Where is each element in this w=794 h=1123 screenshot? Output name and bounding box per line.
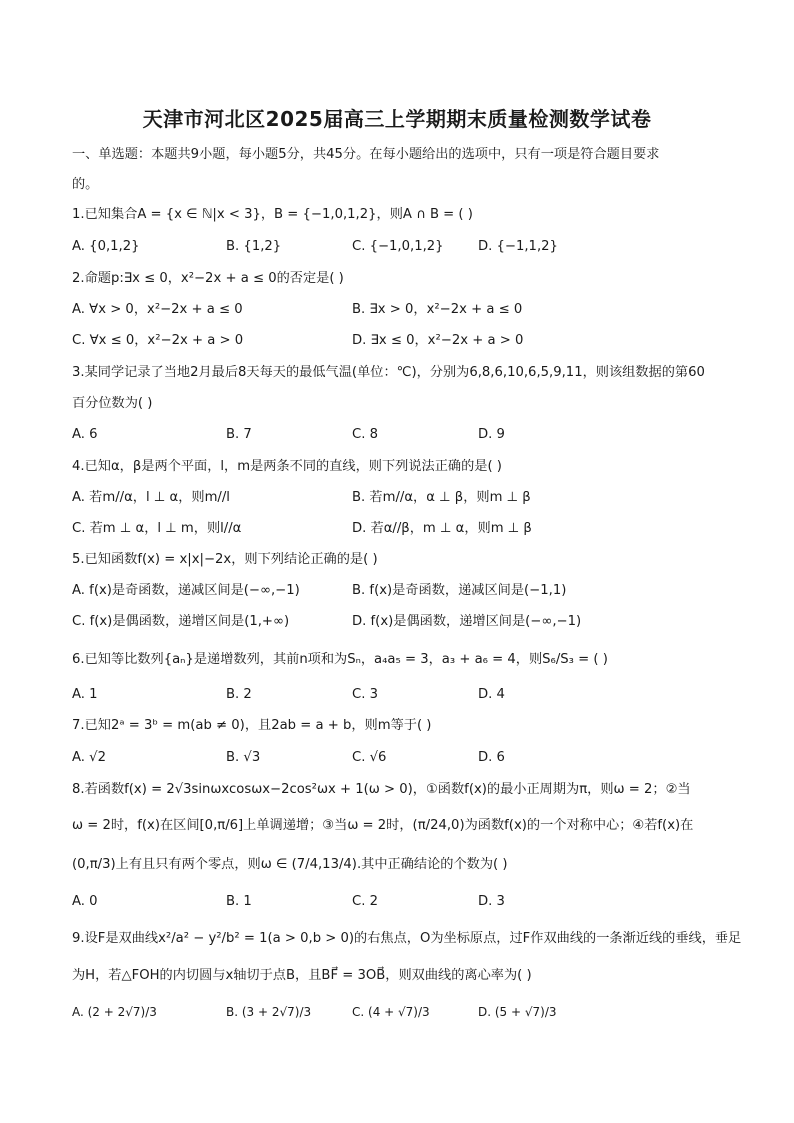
question-8-stem-line-3: (0,π/3)上有且只有两个零点，则ω ∈ (7/4,13/4).其中正确结论的个数为( ) [72, 857, 508, 872]
question-6-option-d: D. 4 [478, 687, 505, 702]
question-8-option-a: A. 0 [72, 894, 98, 909]
question-8-stem-line-1: 8.若函数f(x) = 2√3sinωxcosωx−2cos²ωx + 1(ω > 0)，①函数f(x)的最小正周期为π，则ω = 2；②当 [72, 782, 691, 797]
question-9-option-d: D. (5 + √7)/3 [478, 1005, 557, 1019]
question-5-stem: 5.已知函数f(x) = x|x|−2x，则下列结论正确的是( ) [72, 552, 378, 567]
question-8-option-d: D. 3 [478, 894, 505, 909]
question-3-option-b: B. 7 [226, 427, 252, 442]
question-1-option-d: D. {−1,1,2} [478, 239, 558, 254]
question-8-stem-line-2: ω = 2时，f(x)在区间[0,π/6]上单调递增；③当ω = 2时，(π/24,0)为函数f(x)的一个对称中心；④若f(x)在 [72, 818, 694, 833]
question-4-option-a: A. 若m//α，l ⊥ α，则m//l [72, 490, 230, 505]
question-4-option-c: C. 若m ⊥ α，l ⊥ m，则l//α [72, 521, 242, 536]
question-6-option-c: C. 3 [352, 687, 378, 702]
question-9-stem-line-2: 为H，若△FOH的内切圆与x轴切于点B，且BF⃗ = 3OB⃗，则双曲线的离心率为( ) [72, 968, 532, 983]
question-7-option-d: D. 6 [478, 750, 505, 765]
question-1-option-c: C. {−1,0,1,2} [352, 239, 444, 254]
question-7-option-b: B. √3 [226, 750, 261, 765]
section-heading-line-2: 的。 [72, 177, 99, 192]
question-6-option-b: B. 2 [226, 687, 252, 702]
question-2-option-a: A. ∀x > 0，x²−2x + a ≤ 0 [72, 302, 243, 317]
question-8-option-b: B. 1 [226, 894, 252, 909]
question-6-option-a: A. 1 [72, 687, 98, 702]
question-8-option-c: C. 2 [352, 894, 378, 909]
question-5-option-c: C. f(x)是偶函数，递增区间是(1,+∞) [72, 614, 290, 629]
question-4-stem: 4.已知α，β是两个平面，l，m是两条不同的直线，则下列说法正确的是( ) [72, 459, 502, 474]
question-3-option-d: D. 9 [478, 427, 505, 442]
question-5-option-a: A. f(x)是奇函数，递减区间是(−∞,−1) [72, 583, 300, 598]
question-3-stem-line-1: 3.某同学记录了当地2月最后8天每天的最低气温(单位：℃)，分别为6,8,6,10,6,5,9,11，则该组数据的第60 [72, 365, 705, 380]
question-2-stem: 2.命题p:∃x ≤ 0，x²−2x + a ≤ 0的否定是( ) [72, 271, 344, 286]
question-6-stem: 6.已知等比数列{aₙ}是递增数列，其前n项和为Sₙ，a₄a₅ = 3，a₃ + a₆ = 4，则S₆/S₃ = ( ) [72, 652, 608, 667]
question-9-option-a: A. (2 + 2√7)/3 [72, 1005, 157, 1019]
question-1-option-b: B. {1,2} [226, 239, 282, 254]
question-7-option-c: C. √6 [352, 750, 387, 765]
question-2-option-b: B. ∃x > 0，x²−2x + a ≤ 0 [352, 302, 523, 317]
question-1-stem: 1.已知集合A = {x ∈ ℕ|x < 3}，B = {−1,0,1,2}，则A ∩ B = ( ) [72, 207, 473, 222]
question-9-option-b: B. (3 + 2√7)/3 [226, 1005, 312, 1019]
question-9-option-c: C. (4 + √7)/3 [352, 1005, 430, 1019]
section-heading-line-1: 一、单选题：本题共9小题，每小题5分，共45分。在每小题给出的选项中，只有一项是符合题目要求 [72, 147, 660, 162]
question-2-option-d: D. ∃x ≤ 0，x²−2x + a > 0 [352, 333, 524, 348]
question-3-option-a: A. 6 [72, 427, 98, 442]
question-5-option-d: D. f(x)是偶函数，递增区间是(−∞,−1) [352, 614, 582, 629]
question-9-stem-line-1: 9.设F是双曲线x²/a² − y²/b² = 1(a > 0,b > 0)的右焦点，O为坐标原点，过F作双曲线的一条渐近线的垂线，垂足 [72, 931, 742, 946]
question-2-option-c: C. ∀x ≤ 0，x²−2x + a > 0 [72, 333, 244, 348]
question-5-option-b: B. f(x)是奇函数，递减区间是(−1,1) [352, 583, 567, 598]
page-title: 天津市河北区2025届高三上学期期末质量检测数学试卷 [142, 107, 652, 131]
question-3-stem-line-2: 百分位数为( ) [72, 396, 153, 411]
question-1-option-a: A. {0,1,2} [72, 239, 140, 254]
question-7-option-a: A. √2 [72, 750, 106, 765]
question-4-option-d: D. 若α//β，m ⊥ α，则m ⊥ β [352, 521, 532, 536]
question-7-stem: 7.已知2ᵃ = 3ᵇ = m(ab ≠ 0)，且2ab = a + b，则m等于( ) [72, 718, 432, 733]
question-4-option-b: B. 若m//α，α ⊥ β，则m ⊥ β [352, 490, 531, 505]
question-3-option-c: C. 8 [352, 427, 378, 442]
